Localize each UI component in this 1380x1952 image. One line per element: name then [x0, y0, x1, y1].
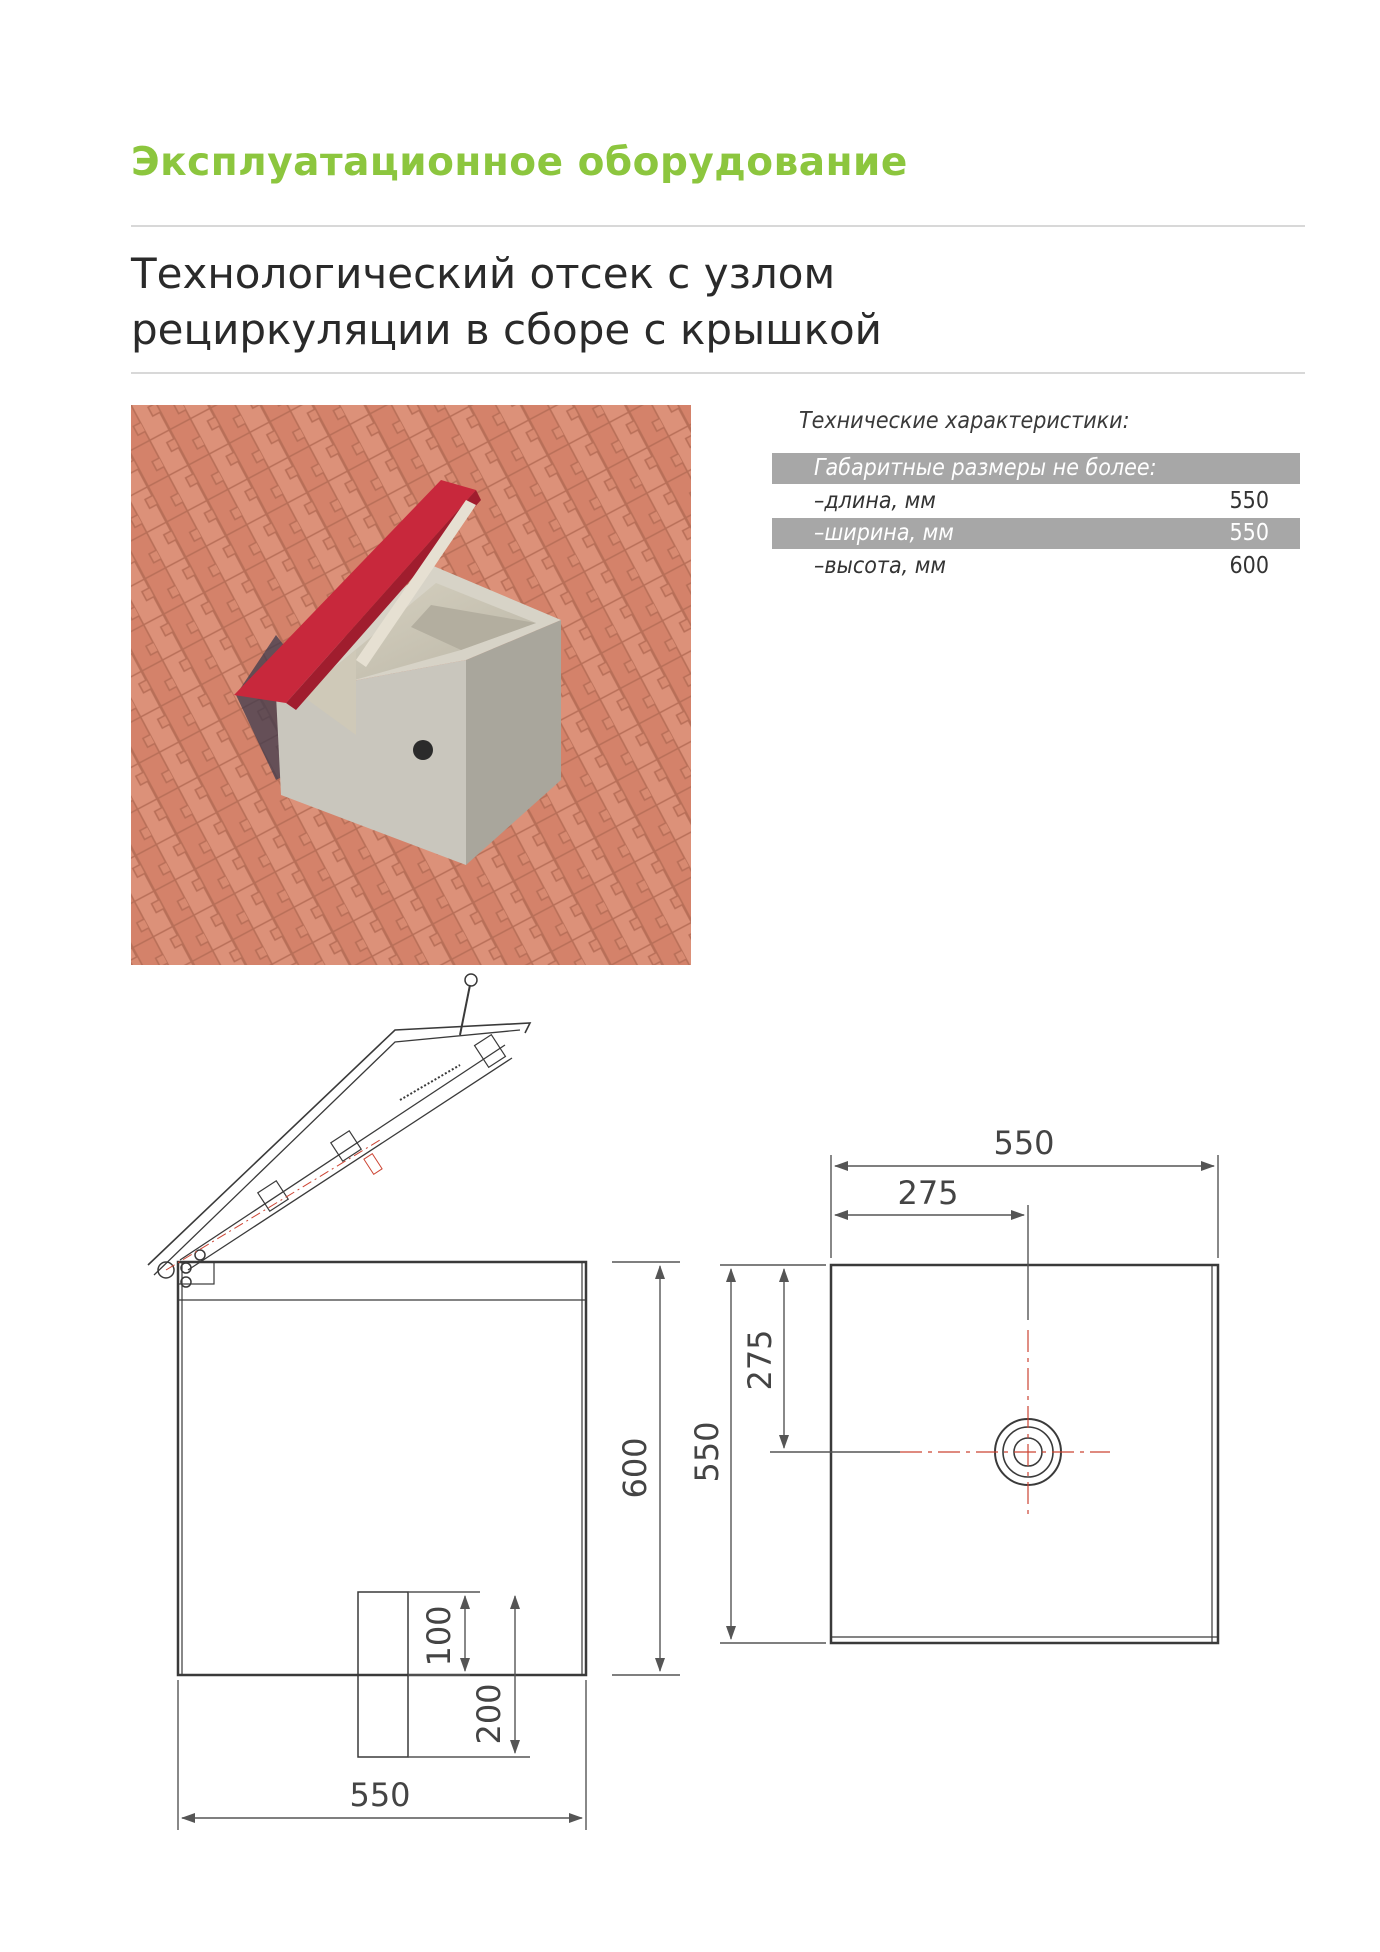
side-view	[148, 974, 586, 1757]
dim-side-height: 600	[616, 1437, 654, 1499]
top-view	[831, 1265, 1218, 1643]
divider	[131, 372, 1305, 374]
spec-row-value: 550	[1229, 520, 1269, 546]
page-title-line-1: Технологический отсек с узлом	[131, 249, 836, 298]
page-title	[131, 246, 1281, 358]
spec-row-value: 550	[1229, 488, 1269, 514]
spec-row-label: –длина, мм	[814, 488, 936, 514]
spec-row-label: –высота, мм	[814, 553, 947, 579]
section-title: Эксплуатационное оборудование	[131, 140, 908, 185]
spec-row-label: –ширина, мм	[814, 520, 954, 546]
spec-heading: Технические характеристики:	[799, 408, 1130, 434]
dim-top-half-width: 275	[897, 1174, 959, 1212]
dim-side-width: 550	[349, 1776, 411, 1814]
technical-drawing	[0, 960, 1380, 1840]
divider	[131, 225, 1305, 227]
dim-top-half-depth: 275	[741, 1329, 779, 1391]
page-title-line-2: рециркуляции в сборе с крышкой	[131, 305, 882, 354]
spec-row-value: 600	[1229, 553, 1269, 579]
dim-top-depth: 550	[688, 1421, 726, 1483]
spec-subheading: Габаритные размеры не более:	[814, 455, 1157, 481]
dim-top-width: 550	[993, 1124, 1055, 1162]
dim-pipe-height: 100	[420, 1605, 458, 1667]
product-render-image	[131, 405, 691, 965]
dim-pipe-offset: 200	[470, 1683, 508, 1745]
